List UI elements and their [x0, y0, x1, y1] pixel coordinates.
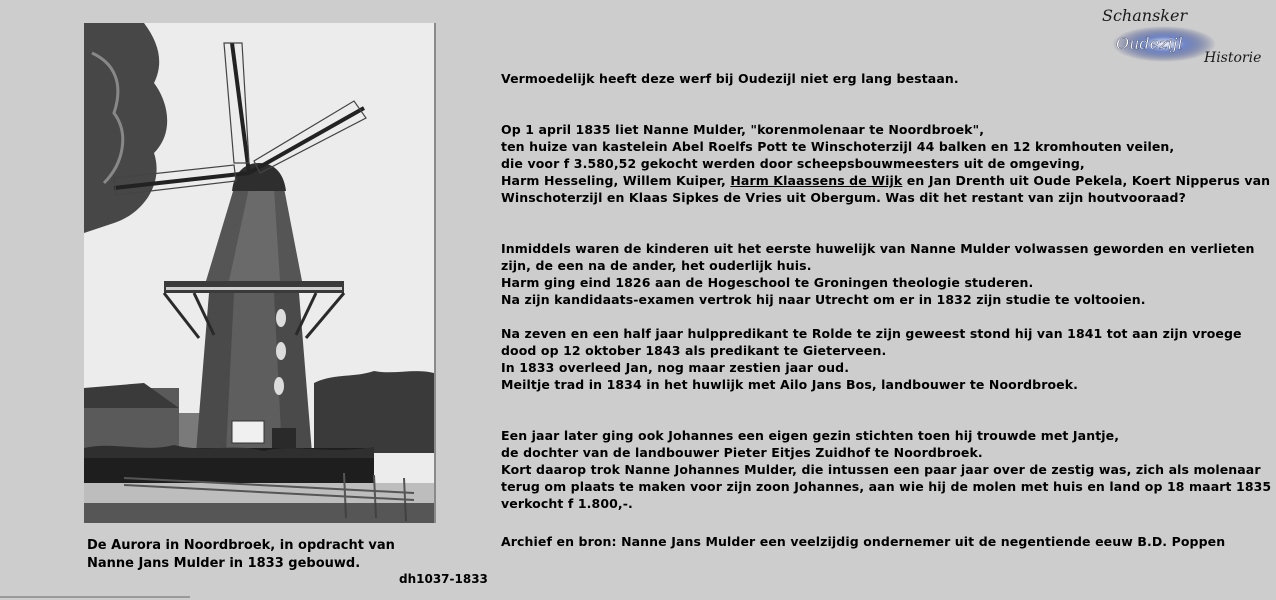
harm-klaassens-link[interactable]: Harm Klaassens de Wijk: [730, 173, 903, 188]
paragraph-1: [501, 70, 1271, 87]
text-line: Meiltje trad in 1834 in het huwlijk met Ailo Jans Bos, landbouwer te Noordbroek.: [501, 377, 1079, 392]
text-fragment: Harm Hesseling, Willem Kuiper,: [501, 173, 731, 188]
article-body: [501, 70, 1271, 567]
text-line: Een jaar later ging ook Johannes een eigen gezin stichten toen hij trouwde met Jantje,: [501, 428, 1120, 443]
divider: [0, 596, 190, 598]
text-line: Archief en bron: Nanne Jans Mulder een veelzijdig ondernemer uit de negentiende eeuw B.D. Poppen: [501, 534, 1226, 549]
logo-line-1: Schansker: [1102, 6, 1188, 25]
text-line: dood op 12 oktober 1843 als predikant te Gieterveen.: [501, 343, 887, 358]
text-line: Op 1 april 1835 liet Nanne Mulder, "korenmolenaar te Noordbroek",: [501, 122, 985, 137]
text-line: Kort daarop trok Nanne Johannes Mulder, die intussen een paar jaar over de zestig was, zich als molenaar: [501, 462, 1261, 477]
paragraph-3: [501, 240, 1271, 308]
text-line: [501, 172, 1271, 189]
text-line: ten huize van kastelein Abel Roelfs Pott te Winschoterzijl 44 balken en 12 kromhouten veilen,: [501, 139, 1175, 154]
source-line: [501, 533, 1271, 550]
text-line: zijn, de een na de ander, het ouderlijk huis.: [501, 258, 812, 273]
caption-line-1: De Aurora in Noordbroek, in opdracht van: [87, 538, 395, 553]
paragraph-2: [501, 121, 1271, 206]
text-line: Vermoedelijk heeft deze werf bij Oudezijl niet erg lang bestaan.: [501, 71, 959, 86]
text-line: Na zijn kandidaats-examen vertrok hij naar Utrecht om er in 1832 zijn studie te voltooien.: [501, 292, 1146, 307]
text-line: verkocht f 1.800,-.: [501, 496, 633, 511]
text-line: Winschoterzijl en Klaas Sipkes de Vries uit Obergum. Was dit het restant van zijn houtvooraad?: [501, 190, 1186, 205]
text-line: Harm ging eind 1826 aan de Hogeschool te Groningen theologie studeren.: [501, 275, 1034, 290]
photo-caption: [87, 537, 407, 573]
paragraph-5: [501, 427, 1271, 512]
text-line: Inmiddels waren de kinderen uit het eerste huwelijk van Nanne Mulder volwassen geworden en verlieten: [501, 241, 1255, 256]
background-trees: [314, 371, 434, 453]
windmill-photo: [84, 23, 436, 523]
caption-line-2: Nanne Jans Mulder in 1833 gebouwd.: [87, 556, 361, 571]
text-line: die voor f 3.580,52 gekocht werden door scheepsbouwmeesters uit de omgeving,: [501, 156, 1085, 171]
site-logo[interactable]: [1100, 4, 1270, 68]
text-fragment: en Jan Drenth uit Oude Pekela, Koert Nipperus van: [902, 173, 1271, 188]
logo-line-2: Oudezijl: [1116, 34, 1183, 53]
text-line: terug om plaats te maken voor zijn zoon Johannes, aan wie hij de molen met huis en land op 18 maart 1835: [501, 479, 1272, 494]
logo-line-3: Historie: [1204, 50, 1262, 66]
text-line: Na zeven en een half jaar hulppredikant te Rolde te zijn geweest stond hij van 1841 tot aan zijn vroege: [501, 326, 1242, 341]
paragraph-4: [501, 325, 1271, 393]
text-line: In 1833 overleed Jan, nog maar zestien jaar oud.: [501, 360, 850, 375]
text-line: de dochter van de landbouwer Pieter Eitjes Zuidhof te Noordbroek.: [501, 445, 983, 460]
photo-code: dh1037-1833: [399, 572, 488, 586]
